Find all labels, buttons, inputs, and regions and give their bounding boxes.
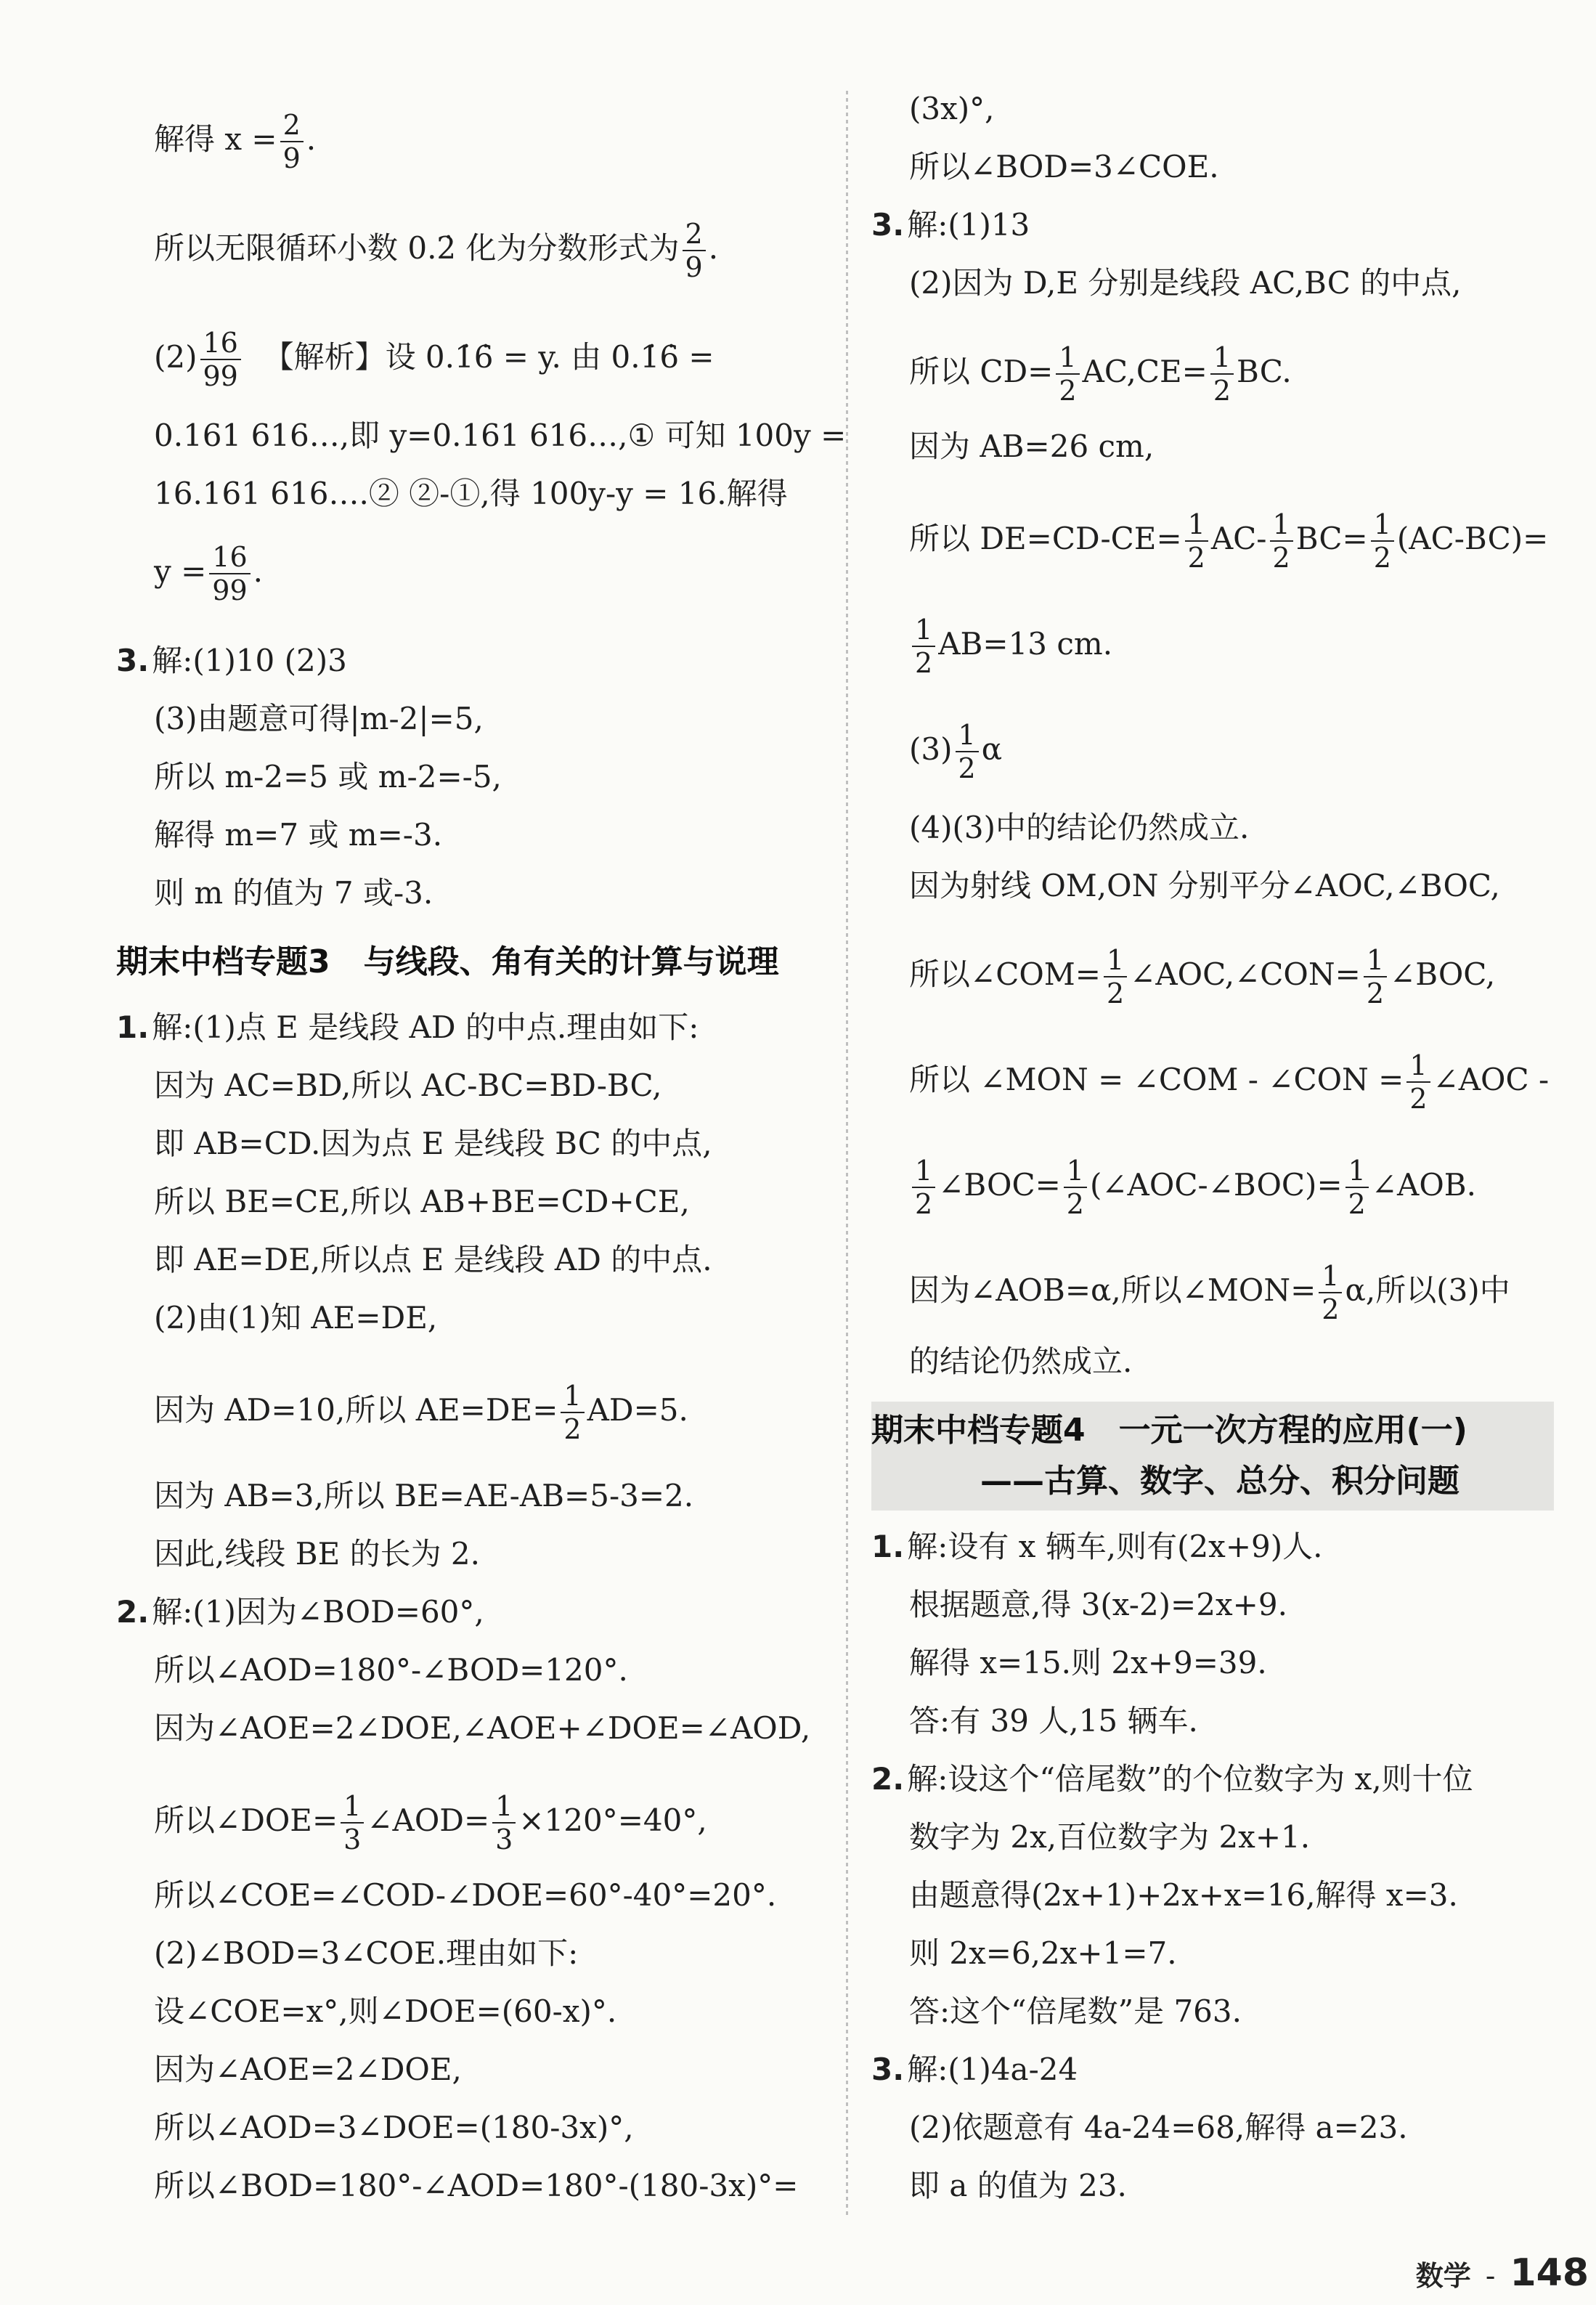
- line: 因为∠AOB=α,所以∠MON= $\frac{1}{2}$ α,所以(3)中: [909, 1260, 1510, 1325]
- problem-3: 3.解:(1)10 (2)3: [116, 643, 347, 678]
- fraction: $\frac{1}{2}$: [1185, 508, 1208, 574]
- line: 所以∠BOD=3∠COE.: [909, 149, 1219, 184]
- line: 设∠COE=x°,则∠DOE=(60-x)°.: [154, 1993, 617, 2029]
- line: 所以 DE=CD-CE= $\frac{1}{2}$ AC- $\frac{1}{2}$ BC= $\frac{1}{2}$ (AC-BC)=: [909, 508, 1549, 574]
- problem-3: 3.解:(1)4a-24: [871, 2052, 1078, 2087]
- line: 即 AB=CD.因为点 E 是线段 BC 的中点,: [154, 1126, 712, 1161]
- line: 数字为 2x,百位数字为 2x+1.: [909, 1819, 1311, 1855]
- fraction: $\frac{1}{2}$: [1371, 508, 1394, 574]
- line: (4)(3)中的结论仍然成立.: [909, 810, 1250, 845]
- line: 的结论仍然成立.: [909, 1343, 1133, 1379]
- line: (2)由(1)知 AE=DE,: [154, 1300, 438, 1336]
- line: $\frac{1}{2}$ ∠BOC= $\frac{1}{2}$ (∠AOC-∠BOC)= $\frac{1}{2}$ ∠AOB.: [909, 1155, 1476, 1220]
- line: 因为 AC=BD,所以 AC-BC=BD-BC,: [154, 1068, 662, 1103]
- line: 由题意得(2x+1)+2x+x=16,解得 x=3.: [909, 1877, 1458, 1913]
- fraction: $\frac{16}{99}$: [209, 541, 250, 606]
- fraction: $\frac{1}{3}$: [341, 1790, 364, 1855]
- fraction: $\frac{2}{9}$: [280, 109, 304, 174]
- line: 所以 m-2=5 或 m-2=-5,: [154, 759, 502, 794]
- line: 即 a 的值为 23.: [909, 2168, 1127, 2203]
- fraction: $\frac{1}{2}$: [1406, 1049, 1430, 1115]
- line: (3)由题意可得|m-2|=5,: [154, 701, 484, 736]
- line: 所以 BE=CE,所以 AB+BE=CD+CE,: [154, 1184, 690, 1219]
- fraction: $\frac{1}{2}$: [561, 1380, 584, 1445]
- line: 所以无限循环小数 0.2̇ 化为分数形式为 $\frac{2}{9}$ .: [154, 218, 719, 283]
- line: 因此,线段 BE 的长为 2.: [154, 1536, 480, 1572]
- line: (2) $\frac{16}{99}$ 【解析】设 0.1̇6̇ = y. 由 0.1̇6̇ =: [154, 327, 714, 392]
- footer-dash: -: [1485, 2260, 1496, 2292]
- line: 解得 m=7 或 m=-3.: [154, 817, 443, 853]
- page-footer: [1416, 2251, 1589, 2295]
- line: (2)∠BOD=3∠COE.理由如下:: [154, 1935, 579, 1971]
- line: 所以∠AOD=3∠DOE=(180-3x)°,: [154, 2110, 634, 2145]
- line: 所以 CD= $\frac{1}{2}$ AC,CE= $\frac{1}{2}$ BC.: [909, 341, 1292, 407]
- fraction: $\frac{1}{2}$: [956, 719, 979, 784]
- fraction: $\frac{1}{2}$: [1270, 508, 1293, 574]
- line: 因为 AB=26 cm,: [909, 428, 1155, 464]
- line: 即 AE=DE,所以点 E 是线段 AD 的中点.: [154, 1242, 712, 1277]
- page-number: 148: [1510, 2251, 1589, 2295]
- fraction: $\frac{1}{2}$: [912, 614, 935, 679]
- section-subheading-4: ——古算、数字、总分、积分问题: [980, 1463, 1459, 1500]
- line: 所以 ∠MON = ∠COM - ∠CON = $\frac{1}{2}$ ∠AOC -: [909, 1049, 1550, 1115]
- problem-3: 3.解:(1)13: [871, 207, 1030, 243]
- line: 因为射线 OM,ON 分别平分∠AOC,∠BOC,: [909, 868, 1500, 903]
- fraction: $\frac{1}{2}$: [1319, 1260, 1342, 1325]
- line: 16.161 616….② ②-①,得 100y-y = 16.解得: [154, 476, 788, 511]
- fraction: $\frac{1}{2}$: [1345, 1155, 1369, 1220]
- line: 则 2x=6,2x+1=7.: [909, 1935, 1177, 1971]
- line: 因为 AD=10,所以 AE=DE= $\frac{1}{2}$ AD=5.: [154, 1380, 688, 1445]
- line: (3x)°,: [909, 91, 995, 126]
- line: $\frac{1}{2}$ AB=13 cm.: [909, 614, 1112, 679]
- line: 答:有 39 人,15 辆车.: [909, 1703, 1198, 1739]
- line: 因为∠AOE=2∠DOE,∠AOE+∠DOE=∠AOD,: [154, 1710, 811, 1746]
- fraction: $\frac{1}{2}$: [1364, 944, 1387, 1009]
- problem-1: 1.解:设有 x 辆车,则有(2x+9)人.: [871, 1529, 1323, 1564]
- problem-2: 2.解:(1)因为∠BOD=60°,: [116, 1594, 484, 1630]
- fraction: $\frac{1}{2}$: [1104, 944, 1127, 1009]
- line: 0.161 616…,即 y=0.161 616…,① 可知 100y =: [154, 418, 847, 453]
- line: 所以∠AOD=180°-∠BOD=120°.: [154, 1652, 628, 1688]
- line: (2)依题意有 4a-24=68,解得 a=23.: [909, 2110, 1408, 2145]
- line: 因为∠AOE=2∠DOE,: [154, 2052, 462, 2087]
- fraction: $\frac{1}{3}$: [492, 1790, 516, 1855]
- line: 所以∠COE=∠COD-∠DOE=60°-40°=20°.: [154, 1877, 777, 1913]
- line: 所以∠COM= $\frac{1}{2}$ ∠AOC,∠CON= $\frac{1}{2}$ ∠BOC,: [909, 944, 1496, 1009]
- line: 答:这个“倍尾数”是 763.: [909, 1993, 1242, 2029]
- section-heading-4: 期末中档专题4 一元一次方程的应用(一): [871, 1412, 1467, 1449]
- subject-label: 数学: [1415, 2260, 1471, 2292]
- line: 解得 x = $\frac{2}{9}$ .: [154, 109, 317, 174]
- fraction: $\frac{1}{2}$: [912, 1155, 935, 1220]
- line: (3) $\frac{1}{2}$ α: [909, 719, 1003, 784]
- line: y = $\frac{16}{99}$ .: [154, 541, 263, 606]
- fraction: $\frac{1}{2}$: [1210, 341, 1234, 407]
- column-divider: [846, 91, 848, 2219]
- section-heading-3: 期末中档专题3 与线段、角有关的计算与说理: [116, 943, 779, 980]
- line: (2)因为 D,E 分别是线段 AC,BC 的中点,: [909, 265, 1462, 301]
- problem-1: 1.解:(1)点 E 是线段 AD 的中点.理由如下:: [116, 1009, 699, 1045]
- fraction: $\frac{1}{2}$: [1064, 1155, 1087, 1220]
- fraction: $\frac{16}{99}$: [200, 327, 241, 392]
- line: 解得 x=15.则 2x+9=39.: [909, 1645, 1267, 1680]
- fraction: $\frac{1}{2}$: [1056, 341, 1079, 407]
- fraction: $\frac{2}{9}$: [683, 218, 706, 283]
- line: 则 m 的值为 7 或-3.: [154, 875, 433, 911]
- problem-2: 2.解:设这个“倍尾数”的个位数字为 x,则十位: [871, 1761, 1473, 1797]
- line: 所以∠BOD=180°-∠AOD=180°-(180-3x)°=: [154, 2168, 799, 2203]
- line: 所以∠DOE= $\frac{1}{3}$ ∠AOD= $\frac{1}{3}$ ×120°=40°,: [154, 1790, 707, 1855]
- line: 因为 AB=3,所以 BE=AE-AB=5-3=2.: [154, 1478, 694, 1513]
- line: 根据题意,得 3(x-2)=2x+9.: [909, 1587, 1287, 1622]
